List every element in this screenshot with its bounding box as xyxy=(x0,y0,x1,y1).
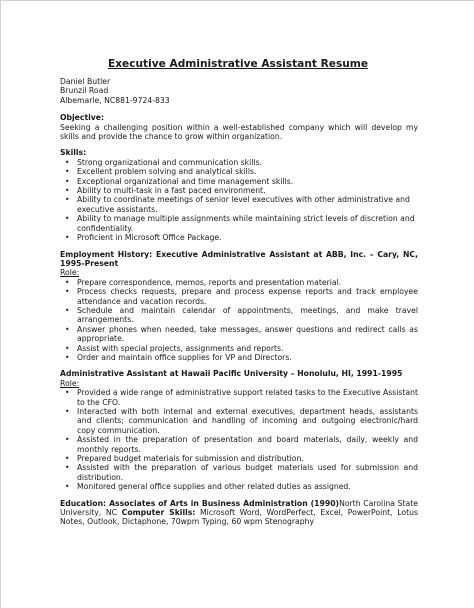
list-item: • Strong organizational and communication skills. xyxy=(60,158,418,167)
objective-heading: Objective: xyxy=(60,113,105,123)
resume-content xyxy=(60,77,418,527)
computer-skills-label: Computer Skills: xyxy=(121,508,196,518)
list-item: • Ability to manage multiple assignments while maintaining strict levels of discretion and confidentiality. xyxy=(60,214,418,233)
skills-section xyxy=(60,148,418,242)
list-item: • Schedule and maintain calendar of appointments, meetings, and make travel arrangements. xyxy=(60,306,418,325)
list-item: • Assist with special projects, assignments and reports. xyxy=(60,344,418,353)
list-item: • Order and maintain office supplies for VP and Directors. xyxy=(60,353,418,362)
computer-skills-text: Microsoft Word, WordPerfect, Excel, PowerPoint, Lotus Notes, Outlook, Dictaphone, 70wpm Typing, 60 wpm Stenography xyxy=(60,508,418,527)
contact-street: Brunzil Road xyxy=(60,86,109,96)
objective-section xyxy=(60,113,418,141)
list-item: • Ability to multi-task in a fast paced environment. xyxy=(60,186,418,195)
employment-duties-list xyxy=(60,278,418,363)
list-item: • Ability to coordinate meetings of senior level executives with other administrative and executive assistants. xyxy=(60,195,418,214)
job2-heading: Administrative Assistant at Hawaii Pacific University – Honolulu, HI, 1991-1995 xyxy=(60,369,403,379)
contact-block xyxy=(60,77,418,105)
objective-text: Seeking a challenging position within a well-established company which will develop my skills and provide the chance to grow within organization. xyxy=(60,122,418,142)
list-item: • Answer phones when needed, take messages, answer questions and redirect calls as appropriate. xyxy=(60,325,418,344)
list-item: • Assisted with the preparation of various budget materials used for submission and distribution. xyxy=(60,463,418,482)
job2-duties-list xyxy=(60,388,418,491)
list-item: • Provided a wide range of administrative support related tasks to the Executive Assistant to the CFO. xyxy=(60,388,418,407)
role-label: Role: xyxy=(60,378,80,388)
list-item: • Excellent problem solving and analytical skills. xyxy=(60,167,418,176)
skills-heading: Skills: xyxy=(60,148,87,158)
list-item: • Assisted in the preparation of presentation and board materials, daily, weekly and monthly reports. xyxy=(60,435,418,454)
employment-heading: Employment History: Executive Administrative Assistant at ABB, Inc. – Cary, NC, 1995-Present xyxy=(60,249,418,268)
skills-list xyxy=(60,158,418,243)
contact-name: Daniel Butler xyxy=(60,77,111,86)
list-item: • Exceptional organizational and time management skills. xyxy=(60,177,418,186)
list-item: • Monitored general office supplies and other related duties as assigned. xyxy=(60,482,418,491)
list-item: • Process checks requests, prepare and process expense reports and track employee attendance and vacation records. xyxy=(60,287,418,306)
education-section xyxy=(60,499,418,527)
contact-city-phone: Albemarle, NC881-9724-833 xyxy=(60,95,170,105)
list-item: • Interacted with both internal and external executives, department heads, assistants and clients; communication and handling of incoming and outgoing electronic/hard copy communication. xyxy=(60,407,418,435)
role-label: Role: xyxy=(60,268,80,278)
resume-title: Executive Administrative Assistant Resume xyxy=(107,58,369,70)
education-text: North Carolina State University, NC xyxy=(60,498,418,518)
list-item: • Prepared budget materials for submission and distribution. xyxy=(60,454,418,463)
job2-section xyxy=(60,369,418,491)
education-label: Education: Associates of Arts in Business Administration (1990) xyxy=(60,498,340,508)
list-item: • Prepare correspondence, memos, reports and presentation material. xyxy=(60,278,418,287)
employment-section xyxy=(60,250,418,363)
list-item: • Proficient in Microsoft Office Package. xyxy=(60,233,418,242)
